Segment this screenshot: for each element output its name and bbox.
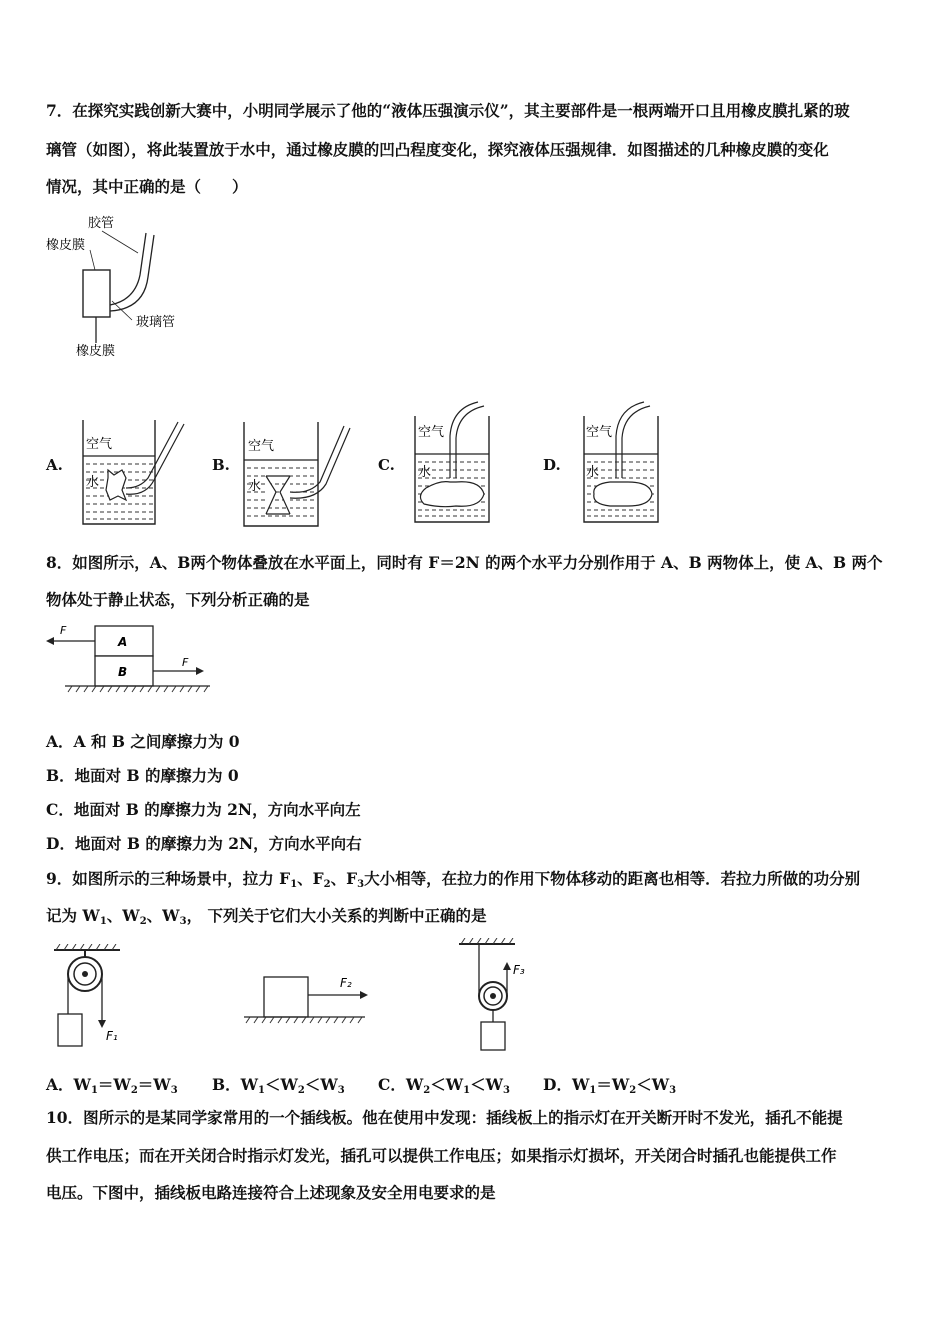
q7-option-c-figure xyxy=(410,396,500,526)
q7-option-b-figure xyxy=(240,418,360,530)
q7-option-a-figure xyxy=(80,418,190,528)
q7-line-3: 情况，其中正确的是（ ） xyxy=(46,177,248,196)
q9-movable-pulley-diagram xyxy=(455,938,545,1056)
glass-tube-label: 玻璃管 xyxy=(136,315,176,330)
q10-line-1: 10．图所示的是某同学家常用的一个插线板。他在使用中发现：插线板上的指示灯在开关断开时不发光，插孔不能提 xyxy=(46,1108,843,1127)
q8-line-1: 8．如图所示，A、B两个物体叠放在水平面上，同时有 F＝2N 的两个水平力分别作用于 A、B 两物体上，使 A、B 两个 xyxy=(46,553,883,572)
water-label: 水 xyxy=(418,465,432,480)
f3-label: F₃ xyxy=(513,963,525,977)
q8-option-c: C．地面对 B 的摩擦力为 2N，方向水平向左 xyxy=(46,800,361,819)
f1-label: F₁ xyxy=(106,1029,118,1043)
q8-option-a: A．A 和 B 之间摩擦力为 0 xyxy=(46,732,240,751)
q9-option-b: B．$W_1<W_2<W_3$ xyxy=(212,1075,345,1096)
water-label: 水 xyxy=(248,479,262,494)
membrane-top-label: 橡皮膜 xyxy=(46,238,86,253)
q7-option-a-letter: A. xyxy=(46,456,63,474)
q10-line-3: 电压。下图中，插线板电路连接符合上述现象及安全用电要求的是 xyxy=(46,1183,496,1202)
water-label: 水 xyxy=(86,475,100,490)
hose-label: 胶管 xyxy=(88,216,115,231)
air-label: 空气 xyxy=(248,439,275,454)
air-label: 空气 xyxy=(586,425,613,440)
air-label: 空气 xyxy=(418,425,445,440)
q9-line-1: 9．如图所示的三种场景中，拉力 $F_1$、$F_2$、$F_3$大小相等，在拉力的作用下物体移动的距离也相等．若拉力所做的功分别 xyxy=(46,869,861,890)
q8-option-b: B．地面对 B 的摩擦力为 0 xyxy=(46,766,239,785)
q8-blocks-diagram xyxy=(40,618,220,698)
q9-option-a: A．$W_1=W_2=W_3$ xyxy=(46,1075,178,1096)
q7-line-1: 7．在探究实践创新大赛中，小明同学展示了他的“液体压强演示仪”，其主要部件是一根两端开口且用橡皮膜扎紧的玻 xyxy=(46,101,850,120)
q9-fixed-pulley-diagram xyxy=(50,944,140,1052)
force-left-label: F xyxy=(60,624,67,637)
q7-option-c-letter: C. xyxy=(378,456,395,474)
f2-label: F₂ xyxy=(340,976,352,990)
block-b-label: B xyxy=(118,665,128,679)
q8-line-2: 物体处于静止状态，下列分析正确的是 xyxy=(46,590,310,609)
q7-line-2: 璃管（如图），将此装置放于水中，通过橡皮膜的凹凸程度变化，探究液体压强规律．如图描述的几种橡皮膜的变化 xyxy=(46,140,829,159)
q9-horizontal-pull-diagram xyxy=(240,965,380,1027)
q9-option-c: C．$W_2<W_1<W_3$ xyxy=(378,1075,510,1096)
q8-option-d: D．地面对 B 的摩擦力为 2N，方向水平向右 xyxy=(46,834,362,853)
q7-option-b-letter: B. xyxy=(212,456,230,474)
water-label: 水 xyxy=(586,465,600,480)
force-right-label: F xyxy=(182,656,189,669)
block-a-label: A xyxy=(118,635,128,649)
q10-line-2: 供工作电压；而在开关闭合时指示灯发光，插孔可以提供工作电压；如果指示灯损坏，开关闭合时插孔也能提供工作 xyxy=(46,1146,837,1165)
q7-option-d-letter: D. xyxy=(543,456,561,474)
q7-device-diagram xyxy=(40,205,200,365)
air-label: 空气 xyxy=(86,437,113,452)
q7-option-d-figure xyxy=(580,396,670,526)
q9-option-d: D．$W_1=W_2<W_3$ xyxy=(543,1075,677,1096)
membrane-bottom-label: 橡皮膜 xyxy=(76,344,116,359)
q9-line-2: 记为 $W_1$、$W_2$、$W_3$， 下列关于它们大小关系的判断中正确的是 xyxy=(46,906,487,927)
